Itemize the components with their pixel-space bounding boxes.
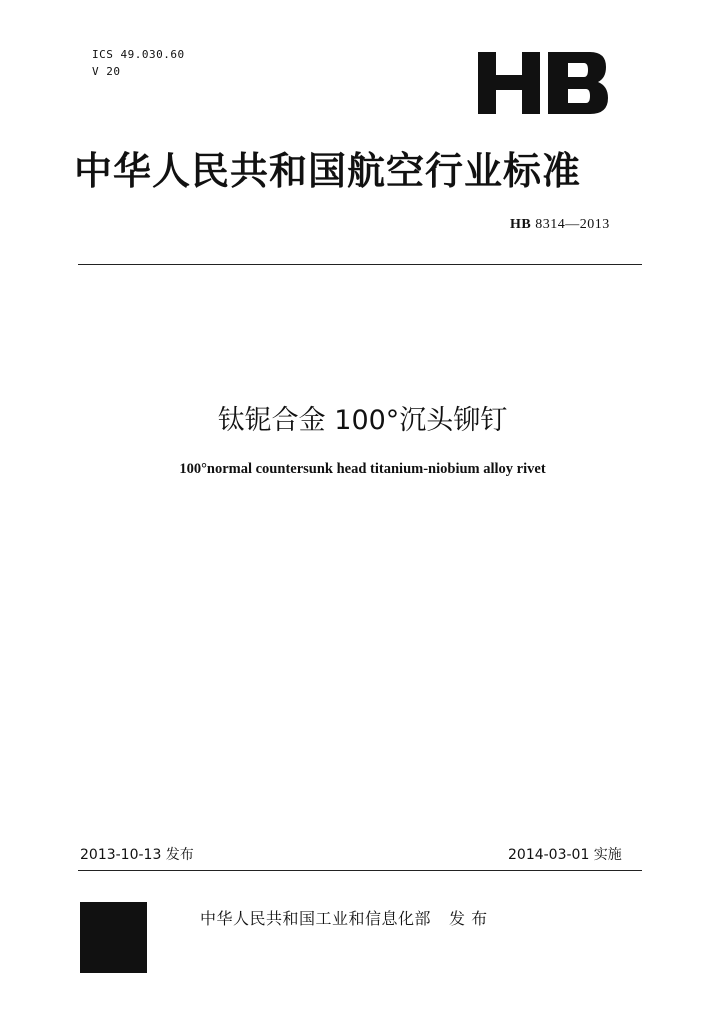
issue-date: 2013-10-13 发布 (80, 847, 194, 863)
implementation-date: 2014-03-01 实施 (508, 847, 622, 863)
top-divider (78, 264, 642, 265)
standard-number (510, 217, 610, 233)
issuer-line (200, 906, 488, 929)
document-title-chinese: 钛铌合金 100°沉头铆钉 (217, 405, 508, 436)
standard-prefix: HB (510, 217, 532, 232)
classification-codes (92, 46, 185, 80)
classification-code: V 20 (92, 65, 121, 78)
issuer-emblem-block (80, 902, 147, 973)
ics-code: ICS 49.030.60 (92, 48, 185, 61)
national-standard-title: 中华人民共和国航空行业标准 (74, 149, 582, 193)
issuer-name: 中华人民共和国工业和信息化部 (200, 909, 432, 928)
issuer-action: 发 布 (449, 909, 488, 928)
document-title-english: 100°normal countersunk head titanium-niobium alloy rivet (179, 461, 546, 477)
bottom-divider (78, 870, 642, 871)
standard-number-value: 8314—2013 (535, 217, 610, 232)
hb-logo (478, 52, 608, 114)
